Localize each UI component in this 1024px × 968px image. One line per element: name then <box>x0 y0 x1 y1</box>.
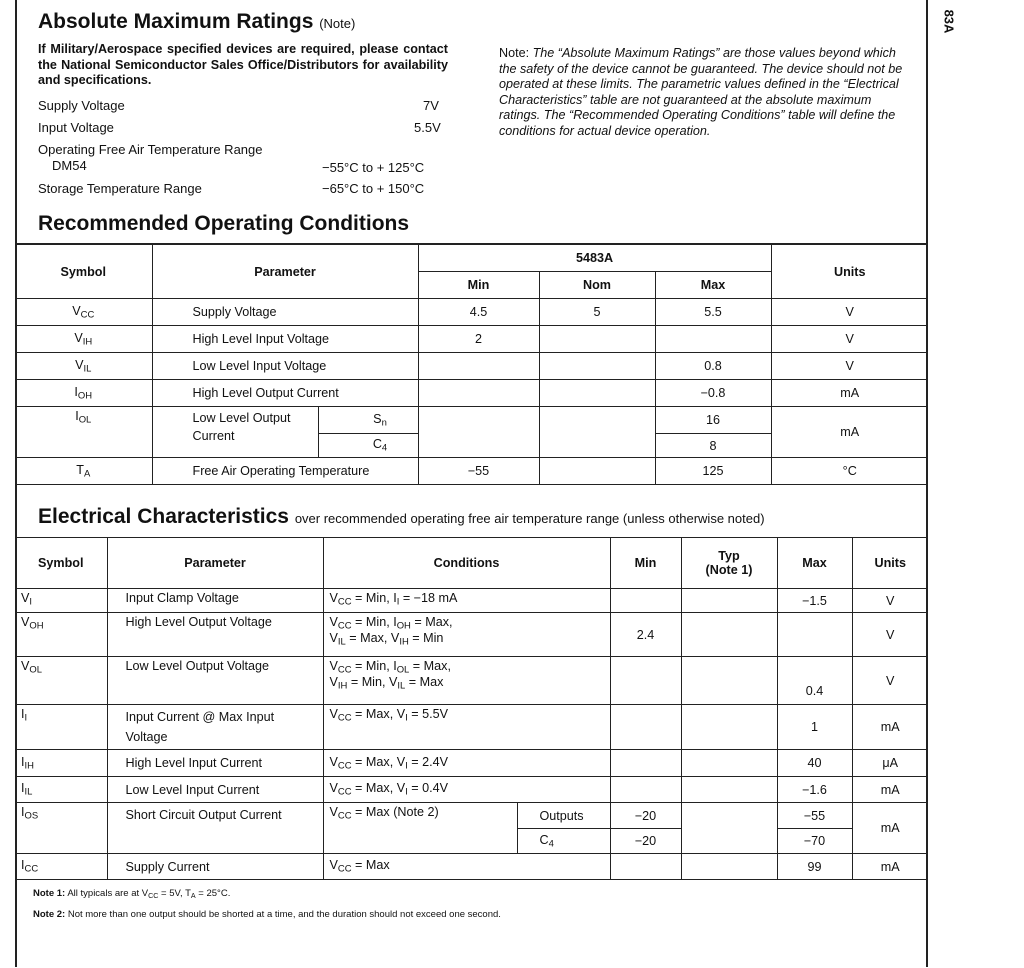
dm54-value: −55°C to + 125°C <box>322 160 425 175</box>
roc-title: Recommended Operating Conditions <box>38 212 410 235</box>
dm54-label: DM54 <box>52 158 87 173</box>
roc-row-iol: $I_{OL}$ Low Level Output Current $S_n$ 16 mA <box>15 407 928 434</box>
ec-h-conditions: Conditions <box>323 538 610 589</box>
note-prefix: Note: <box>499 46 530 60</box>
roc-row-vih: $V_{IH}$ High Level Input Voltage 2 V <box>15 326 928 353</box>
ec-h-typ: Typ (Note 1) <box>681 538 777 589</box>
supply-voltage-value: 7V <box>423 98 439 113</box>
storage-temp-value: −65°C to + 150°C <box>322 181 425 196</box>
ec-h-symbol: Symbol <box>15 538 107 589</box>
roc-table <box>15 244 928 485</box>
roc-row-vcc: $V_{CC}$ Supply Voltage 4.5 5 5.5 V <box>15 299 928 326</box>
ec-row-ios-c4: $C_4$ −20 −70 <box>15 829 928 854</box>
ec-title: Electrical Characteristics over recommended operating free air temperature range (unless otherwise noted) <box>38 505 765 528</box>
ec-h-parameter: Parameter <box>107 538 323 589</box>
ec-h-max: Max <box>777 538 852 589</box>
footnote-1: Note 1: All typicals are at $V_{CC} = 5V$, $T_A = 25^\circ C$. <box>33 888 231 900</box>
ec-h-min: Min <box>610 538 681 589</box>
military-notice: If Military/Aerospace specified devices are required, please contact the National Semiconductor Sales Office/Distributors for availability and specifications. <box>38 42 448 88</box>
ec-subtitle: over recommended operating free air temperature range (unless otherwise noted) <box>294 511 765 526</box>
ec-table <box>15 537 928 880</box>
side-tag: 83A <box>941 9 957 34</box>
ec-row-vol: $V_{OL}$ Low Level Output Voltage $V_{CC}$ = Min, $I_{OL}$ = Max, $V_{IH}$ = Min, $V_{IL}$ = Max 0.4 V <box>15 657 928 705</box>
abs-max-note <box>499 46 911 140</box>
op-temp-label: Operating Free Air Temperature Range <box>38 142 263 157</box>
roc-row-vil: $V_{IL}$ Low Level Input Voltage 0.8 V <box>15 353 928 380</box>
input-voltage-value: 5.5V <box>414 120 441 135</box>
note-text: The “Absolute Maximum Ratings” are those values beyond which the safety of the device cannot be guaranteed. The device should not be operated at these limits. The parametric values defined in the “Electrical Characteristics” table are not guaranteed at the absolute maximum ratings. The “Recommended Operating Conditions” table will define the conditions for actual device operation. <box>499 46 903 138</box>
roc-row-iol-c4: $C_4$ 8 <box>15 434 928 458</box>
ec-h-units: Units <box>852 538 928 589</box>
abs-max-title-note: (Note) <box>319 16 356 31</box>
roc-h-nom: Nom <box>539 272 655 299</box>
ec-row-vi: $V_I$ Input Clamp Voltage $V_{CC}$ = Min, $I_I = -18$ mA −1.5 V <box>15 589 928 613</box>
ec-row-icc: $I_{CC}$ Supply Current $V_{CC}$ = Max 99 mA <box>15 854 928 880</box>
abs-max-title: Absolute Maximum Ratings (Note) <box>38 10 356 33</box>
ec-row-ii: $I_I$ Input Current @ Max Input Voltage $V_{CC}$ = Max, $V_I = 5.5V$ 1 mA <box>15 705 928 750</box>
roc-row-ioh: $I_{OH}$ High Level Output Current −0.8 mA <box>15 380 928 407</box>
roc-h-max: Max <box>655 272 771 299</box>
roc-h-parameter: Parameter <box>152 245 418 299</box>
input-voltage-label: Input Voltage <box>38 120 114 135</box>
ec-row-ios: $I_{OS}$ Short Circuit Output Current $V_{CC}$ = Max (Note 2) Outputs −20 −55 mA <box>15 803 928 829</box>
supply-voltage-label: Supply Voltage <box>38 98 125 113</box>
roc-h-group: 5483A <box>418 245 771 272</box>
ec-row-iih: $I_{IH}$ High Level Input Current $V_{CC}$ = Max, $V_I = 2.4V$ 40 μA <box>15 750 928 777</box>
ec-row-iil: $I_{IL}$ Low Level Input Current $V_{CC}$ = Max, $V_I = 0.4V$ −1.6 mA <box>15 777 928 803</box>
roc-h-symbol: Symbol <box>15 245 152 299</box>
roc-row-ta: $T_A$ Free Air Operating Temperature −55 125 °C <box>15 458 928 485</box>
ec-row-voh: $V_{OH}$ High Level Output Voltage $V_{CC}$ = Min, $I_{OH}$ = Max, $V_{IL}$ = Max, $V_{IH}$ = Min 2.4 V <box>15 613 928 657</box>
storage-temp-label: Storage Temperature Range <box>38 181 202 196</box>
roc-h-min: Min <box>418 272 539 299</box>
footnote-2: Note 2: Not more than one output should be shorted at a time, and the duration should not exceed one second. <box>33 909 501 920</box>
roc-h-units: Units <box>771 245 928 299</box>
